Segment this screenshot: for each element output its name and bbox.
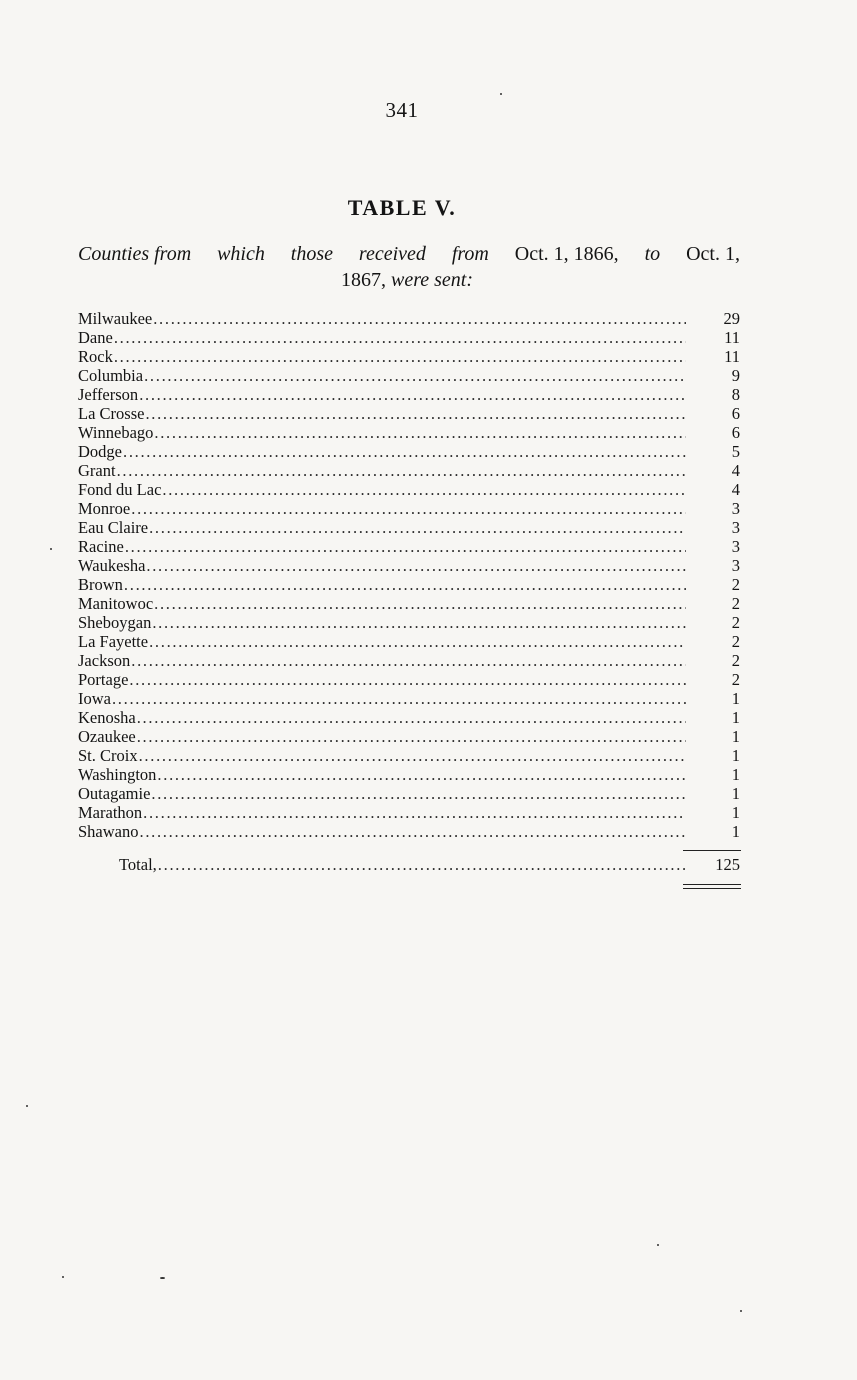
table-row	[78, 822, 740, 841]
caption-word: from	[451, 243, 489, 265]
table-row	[78, 328, 740, 347]
table-row	[78, 556, 740, 575]
table-row	[78, 803, 740, 822]
county-count: 2	[731, 651, 740, 670]
county-name: St. Croix	[78, 746, 138, 765]
dot-leader	[146, 556, 686, 575]
dot-leader	[140, 822, 687, 841]
table-row	[78, 594, 740, 613]
county-name: Dodge	[78, 442, 122, 461]
county-name: La Crosse	[78, 404, 145, 423]
caption-word: which	[217, 243, 265, 265]
dot-leader	[137, 727, 686, 746]
table-row	[78, 461, 740, 480]
table-caption	[78, 241, 740, 293]
dot-leader	[162, 480, 686, 499]
dot-leader	[153, 309, 686, 328]
caption-word: to	[644, 243, 661, 265]
dot-leader	[139, 385, 686, 404]
table-title: TABLE V.	[347, 195, 457, 220]
table-row	[78, 385, 740, 404]
table-row	[78, 404, 740, 423]
county-count: 3	[731, 499, 740, 518]
table-row	[78, 499, 740, 518]
county-count: 2	[731, 632, 740, 651]
county-count: 29	[723, 309, 740, 328]
county-count: 2	[731, 575, 740, 594]
county-name: Milwaukee	[78, 309, 153, 328]
caption-line-2	[78, 267, 740, 293]
county-name: Manitowoc	[78, 594, 154, 613]
county-name: Dane	[78, 328, 113, 347]
county-table	[78, 309, 740, 841]
county-name: Fond du Lac	[78, 480, 162, 499]
county-count: 1	[731, 803, 740, 822]
county-count: 5	[731, 442, 740, 461]
county-name: La Fayette	[78, 632, 149, 651]
county-name: Winnebago	[78, 423, 154, 442]
county-name: Grant	[78, 461, 116, 480]
caption-date-start: Oct. 1, 1866,	[514, 243, 619, 265]
print-speck	[62, 1276, 64, 1278]
table-row	[78, 727, 740, 746]
dot-leader	[154, 423, 686, 442]
table-row	[78, 746, 740, 765]
table-row	[78, 765, 740, 784]
dot-leader	[131, 499, 686, 518]
county-count: 1	[731, 708, 740, 727]
table-row	[78, 689, 740, 708]
table-row	[78, 480, 740, 499]
caption-word: those	[290, 243, 333, 265]
dot-leader	[117, 461, 686, 480]
county-name: Iowa	[78, 689, 111, 708]
total-rule-double	[683, 884, 741, 889]
table-row	[78, 651, 740, 670]
table-row	[78, 670, 740, 689]
table-row	[78, 309, 740, 328]
table-row	[78, 442, 740, 461]
dot-leader	[158, 855, 686, 874]
county-name: Portage	[78, 670, 129, 689]
dot-leader	[137, 708, 686, 727]
caption-word: received	[358, 243, 426, 265]
caption-line-1	[78, 241, 740, 267]
table-row	[78, 347, 740, 366]
dot-leader	[154, 594, 686, 613]
county-count: 1	[731, 765, 740, 784]
county-name: Eau Claire	[78, 518, 149, 537]
total-row	[78, 851, 740, 874]
dot-leader	[144, 366, 686, 385]
total-value: 125	[715, 855, 740, 874]
dot-leader	[124, 575, 686, 594]
page-number: 341	[385, 98, 419, 122]
county-name: Racine	[78, 537, 124, 556]
county-count: 1	[731, 746, 740, 765]
table-row	[78, 423, 740, 442]
dot-leader	[123, 442, 686, 461]
county-count: 1	[731, 689, 740, 708]
county-count: 6	[731, 404, 740, 423]
county-name: Outagamie	[78, 784, 151, 803]
table-row	[78, 537, 740, 556]
county-count: 8	[731, 385, 740, 404]
dot-leader	[152, 613, 686, 632]
county-count: 1	[731, 822, 740, 841]
caption-word: Counties from	[78, 243, 192, 265]
county-count: 3	[731, 518, 740, 537]
dot-leader	[157, 765, 686, 784]
county-count: 1	[731, 784, 740, 803]
print-speck	[50, 548, 52, 550]
table-row	[78, 632, 740, 651]
county-count: 4	[731, 461, 740, 480]
county-count: 3	[731, 537, 740, 556]
county-name: Monroe	[78, 499, 131, 518]
county-name: Washington	[78, 765, 157, 784]
county-count: 11	[724, 328, 740, 347]
dot-leader	[114, 347, 686, 366]
dot-leader	[131, 651, 686, 670]
county-name: Shawano	[78, 822, 139, 841]
table-row	[78, 366, 740, 385]
total-label: Total,	[119, 855, 157, 874]
print-speck	[740, 1310, 742, 1312]
county-name: Rock	[78, 347, 113, 366]
print-speck	[657, 1244, 659, 1246]
county-count: 2	[731, 594, 740, 613]
county-count: 1	[731, 727, 740, 746]
table-row	[78, 708, 740, 727]
county-name: Sheboygan	[78, 613, 152, 632]
print-speck	[26, 1105, 28, 1107]
caption-year: 1867,	[340, 269, 386, 291]
table-row	[78, 518, 740, 537]
county-count: 2	[731, 613, 740, 632]
county-name: Brown	[78, 575, 123, 594]
county-name: Columbia	[78, 366, 144, 385]
county-count: 6	[731, 423, 740, 442]
county-name: Waukesha	[78, 556, 146, 575]
county-name: Jackson	[78, 651, 131, 670]
county-name: Marathon	[78, 803, 143, 822]
table-row	[78, 575, 740, 594]
county-name: Ozaukee	[78, 727, 136, 746]
dot-leader	[112, 689, 686, 708]
county-count: 4	[731, 480, 740, 499]
dot-leader	[129, 670, 686, 689]
caption-date-end: Oct. 1,	[686, 243, 740, 265]
dot-leader	[149, 518, 686, 537]
dot-leader	[114, 328, 686, 347]
dot-leader	[143, 803, 686, 822]
table-row	[78, 784, 740, 803]
table-row	[78, 613, 740, 632]
caption-tail: were sent:	[390, 269, 473, 291]
dot-leader	[145, 404, 686, 423]
county-name: Jefferson	[78, 385, 139, 404]
print-speck	[500, 93, 502, 95]
print-speck	[160, 1277, 165, 1279]
dot-leader	[139, 746, 686, 765]
county-count: 9	[731, 366, 740, 385]
county-count: 2	[731, 670, 740, 689]
dot-leader	[125, 537, 686, 556]
county-name: Kenosha	[78, 708, 136, 727]
county-count: 3	[731, 556, 740, 575]
county-count: 11	[724, 347, 740, 366]
dot-leader	[149, 632, 686, 651]
dot-leader	[151, 784, 686, 803]
